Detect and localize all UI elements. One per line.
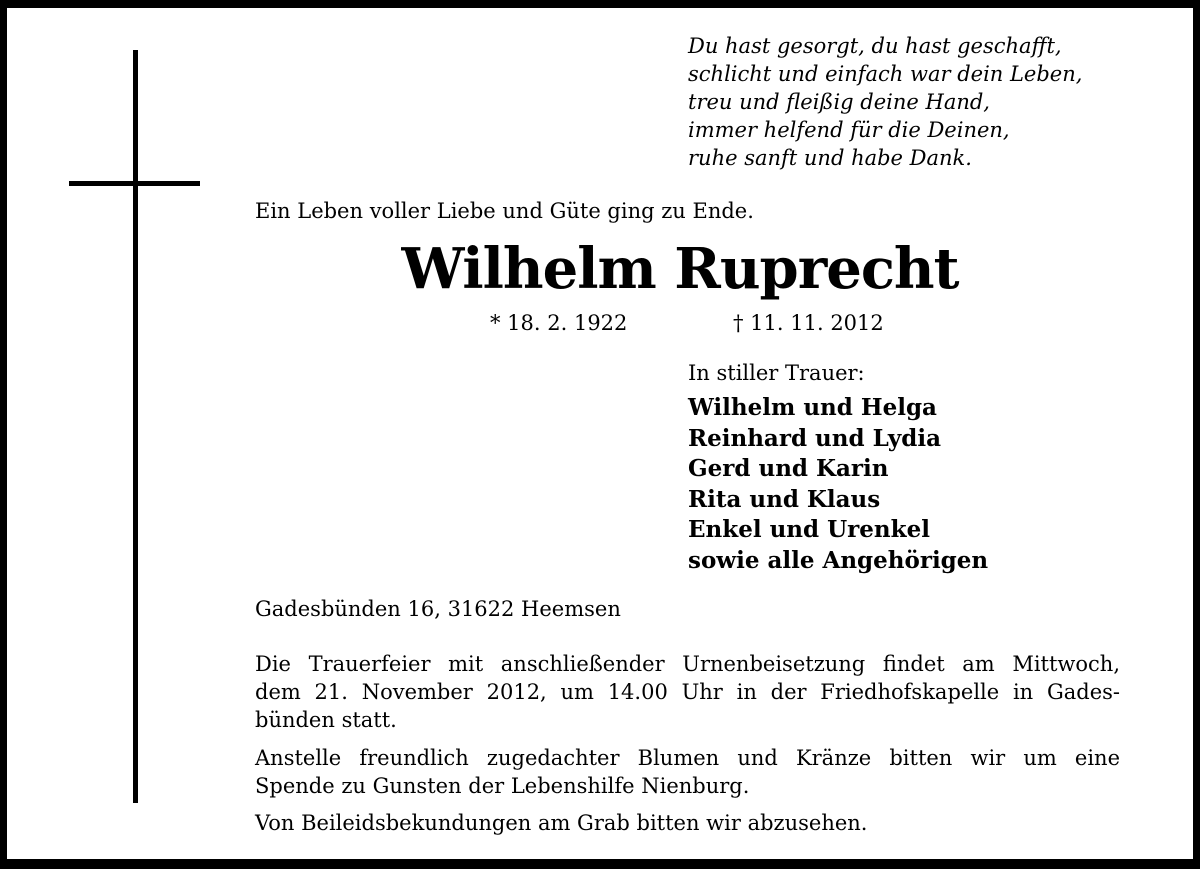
poem-line: treu und fleißig deine Hand, bbox=[688, 90, 990, 114]
mourner-entry: sowie alle Angehörigen bbox=[688, 546, 989, 574]
poem-line: ruhe sanft und habe Dank. bbox=[688, 146, 972, 170]
cross-icon-horizontal-bar bbox=[69, 181, 200, 186]
donation-line: Spende zu Gunsten der Lebenshilfe Nienburg. bbox=[255, 774, 750, 798]
funeral-line: dem 21. November 2012, um 14.00 Uhr in der Friedhofskapelle in Gades- bbox=[255, 680, 1120, 704]
family-address: Gadesbünden 16, 31622 Heemsen bbox=[255, 597, 621, 621]
mourners-list bbox=[688, 393, 988, 576]
mourner-entry: Rita und Klaus bbox=[688, 485, 881, 513]
poem-line: schlicht und einfach war dein Leben, bbox=[688, 62, 1083, 86]
mourner-entry: Reinhard und Lydia bbox=[688, 424, 942, 452]
mourner-entry: Wilhelm und Helga bbox=[688, 394, 937, 421]
condolences-paragraph bbox=[255, 809, 1120, 837]
memorial-poem bbox=[688, 32, 1082, 172]
mourner-entry: Enkel und Urenkel bbox=[688, 516, 930, 543]
death-date: † 11. 11. 2012 bbox=[733, 311, 884, 335]
intro-sentence: Ein Leben voller Liebe und Güte ging zu Ende. bbox=[255, 199, 754, 223]
mourning-heading: In stiller Trauer: bbox=[688, 361, 865, 385]
mourner-entry: Gerd und Karin bbox=[688, 455, 889, 482]
funeral-paragraph bbox=[255, 650, 1120, 734]
condolences-line: Von Beileidsbekundungen am Grab bitten wir abzusehen. bbox=[255, 811, 868, 835]
donation-line: Anstelle freundlich zugedachter Blumen und Kränze bitten wir um eine bbox=[255, 746, 1120, 770]
cross-icon-vertical-bar bbox=[133, 50, 138, 803]
poem-line: Du hast gesorgt, du hast geschafft, bbox=[688, 34, 1062, 58]
poem-line: immer helfend für die Deinen, bbox=[688, 118, 1010, 142]
funeral-line: bünden statt. bbox=[255, 708, 397, 732]
donation-paragraph bbox=[255, 744, 1120, 800]
deceased-name: Wilhelm Ruprecht bbox=[401, 236, 959, 302]
birth-date: * 18. 2. 1922 bbox=[490, 311, 628, 335]
funeral-line: Die Trauerfeier mit anschließender Urnenbeisetzung findet am Mittwoch, bbox=[255, 652, 1120, 676]
